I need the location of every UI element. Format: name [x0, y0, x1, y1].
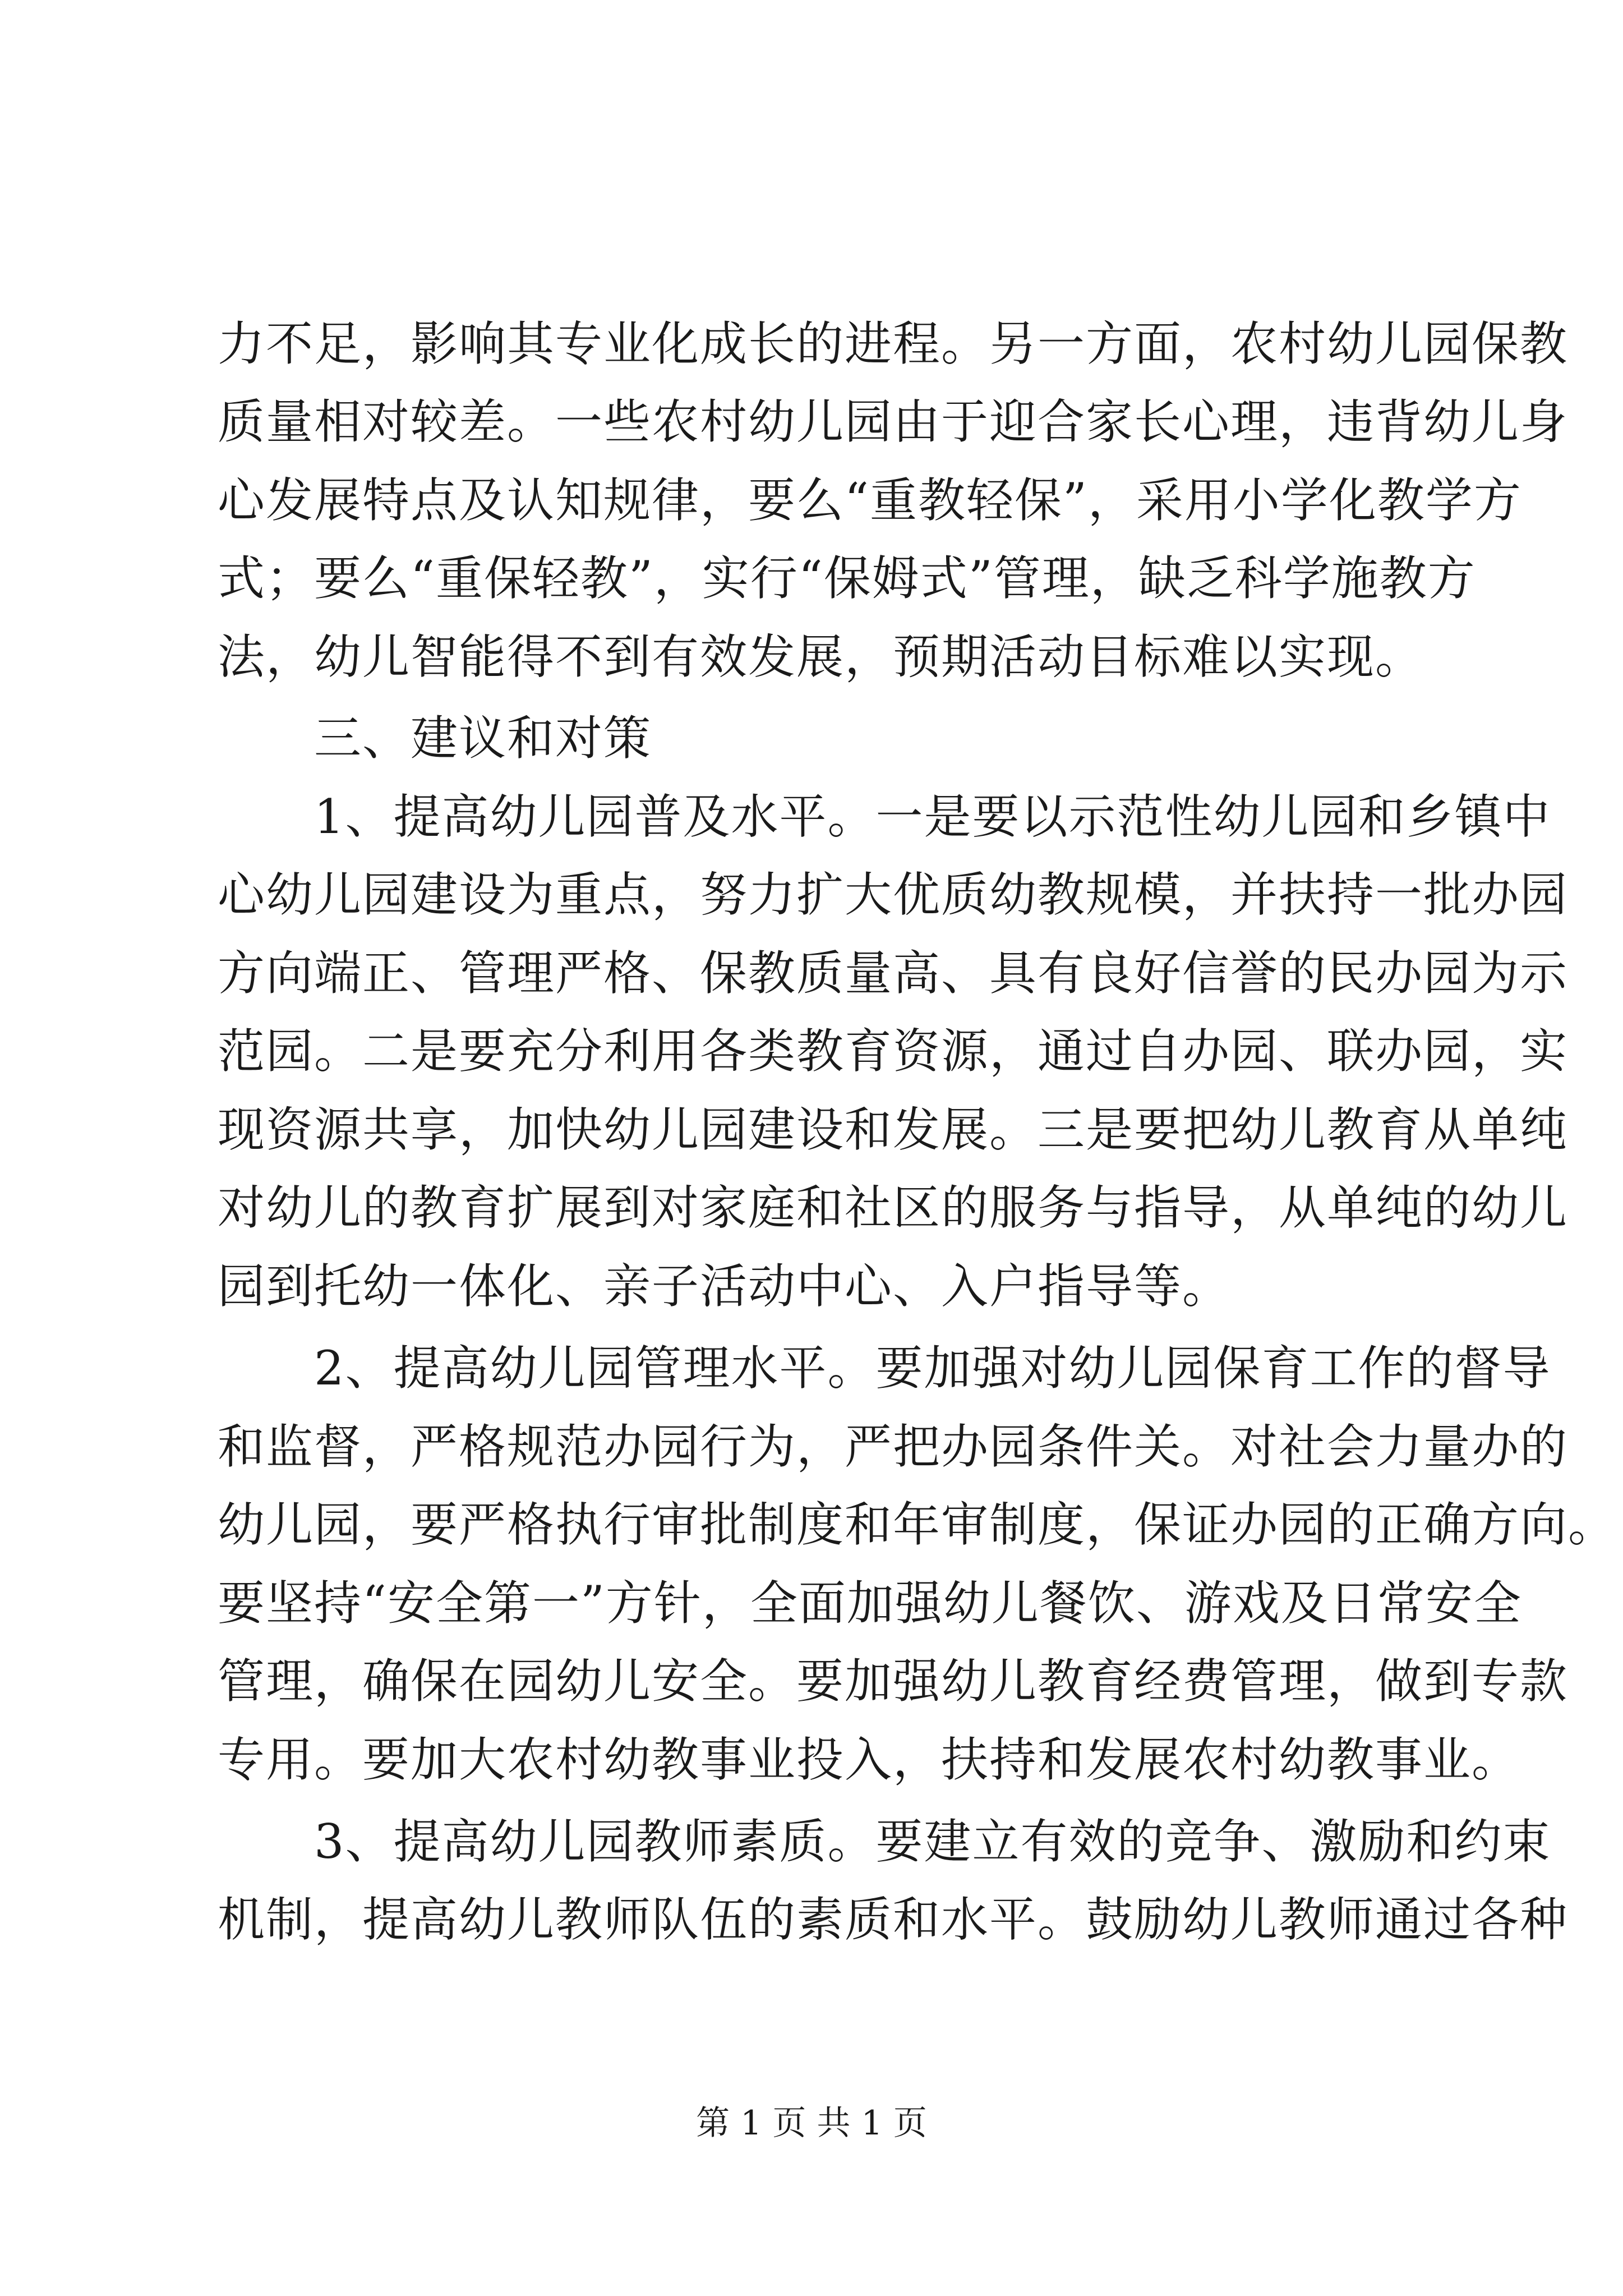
text-line: 园到托幼一体化、亲子活动中心、入户指导等。	[218, 1259, 1231, 1314]
text-line: 3、提高幼儿园教师素质。要建立有效的竞争、激励和约束	[314, 1814, 1551, 1869]
text-line: 机制，提高幼儿教师队伍的素质和水平。鼓励幼儿教师通过各种	[218, 1892, 1569, 1947]
text-line: 1、提高幼儿园普及水平。一是要以示范性幼儿园和乡镇中	[314, 789, 1551, 844]
text-line: 方向端正、管理严格、保教质量高、具有良好信誉的民办园为示	[218, 946, 1569, 1001]
text-line: 范园。二是要充分利用各类教育资源，通过自办园、联办园，实	[218, 1024, 1569, 1079]
text-line: 和监督，严格规范办园行为，严把办园条件关。对社会力量办的	[218, 1419, 1569, 1474]
text-line: 法，幼儿智能得不到有效发展，预期活动目标难以实现。	[218, 629, 1424, 684]
text-line: 2、提高幼儿园管理水平。要加强对幼儿园保育工作的督导	[314, 1341, 1551, 1396]
text-line: 现资源共享，加快幼儿园建设和发展。三是要把幼儿教育从单纯	[218, 1102, 1569, 1157]
text-line: 要坚持“安全第一”方针，全面加强幼儿餐饮、游戏及日常安全	[218, 1576, 1522, 1631]
text-line: 幼儿园，要严格执行审批制度和年审制度，保证办园的正确方向。	[218, 1497, 1617, 1552]
text-line: 对幼儿的教育扩展到对家庭和社区的服务与指导，从单纯的幼儿	[218, 1180, 1569, 1235]
page-footer: 第 1 页 共 1 页	[696, 2104, 927, 2143]
text-line: 专用。要加大农村幼教事业投入，扶持和发展农村幼教事业。	[218, 1732, 1520, 1787]
section-heading: 三、建议和对策	[314, 711, 652, 766]
text-line: 质量相对较差。一些农村幼儿园由于迎合家长心理，违背幼儿身	[218, 394, 1569, 449]
text-line: 心幼儿园建设为重点，努力扩大优质幼教规模，并扶持一批办园	[218, 867, 1569, 922]
text-line: 管理，确保在园幼儿安全。要加强幼儿教育经费管理，做到专款	[218, 1654, 1569, 1709]
text-line: 力不足，影响其专业化成长的进程。另一方面，农村幼儿园保教	[218, 316, 1569, 371]
text-line: 心发展特点及认知规律，要么“重教轻保”，采用小学化教学方	[218, 473, 1522, 528]
text-line: 式；要么“重保轻教”，实行“保姆式”管理，缺乏科学施教方	[218, 551, 1476, 606]
